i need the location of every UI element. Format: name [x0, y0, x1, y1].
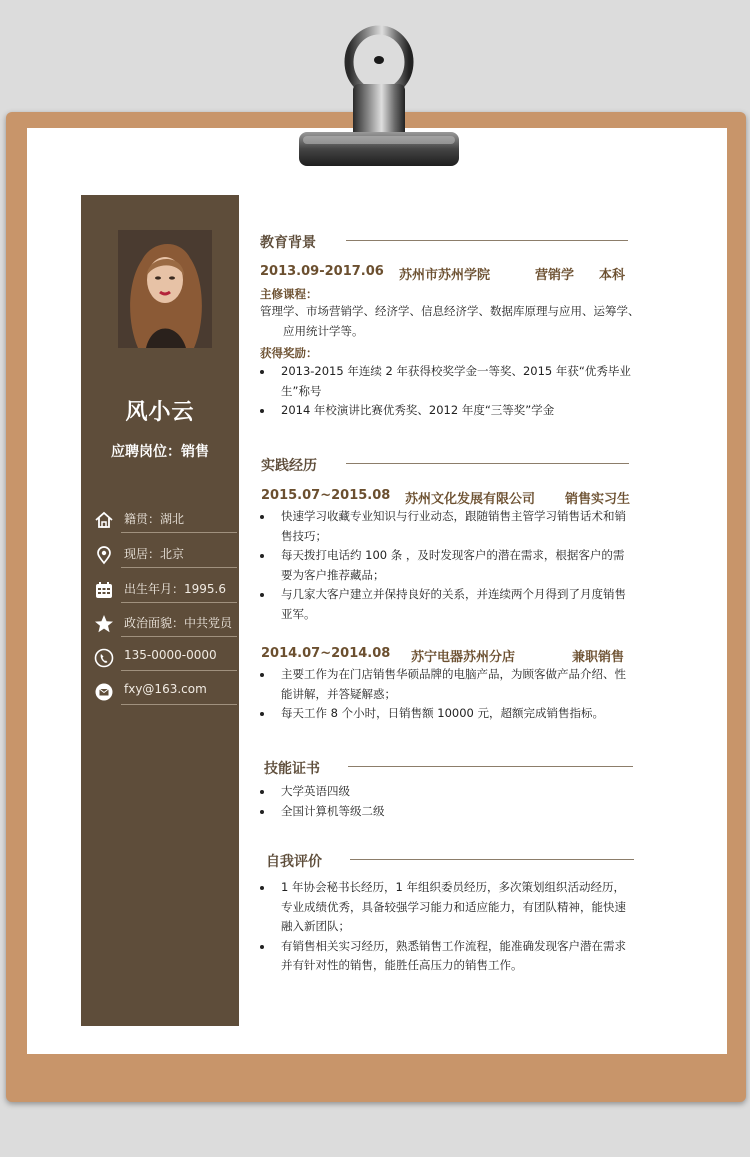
info-text: fxy@163.com: [124, 682, 207, 696]
divider: [121, 636, 237, 637]
job-2-list: [259, 665, 634, 724]
profile-photo: [118, 230, 212, 348]
job-2-company: 苏宁电器苏州分店: [411, 650, 516, 665]
job-2-role: 兼职销售: [572, 650, 625, 665]
list-item: 快速学习收藏专业知识与行业动态，跟随销售主管学习销售话术和销售技巧；: [259, 507, 634, 546]
awards-list: [259, 362, 644, 421]
job-target: 应聘岗位：销售: [111, 444, 209, 460]
list-item: 与几家大客户建立并保持良好的关系，并连续两个月得到了月度销售亚军。: [259, 585, 634, 624]
profile-sidebar: [81, 195, 239, 1026]
section-title-self: 自我评价: [266, 854, 322, 870]
phone-icon: [93, 647, 115, 669]
candidate-name: 风小云: [125, 400, 195, 425]
location-icon: [93, 544, 115, 566]
courses-line-1: 管理学、市场营销学、经济学、信息经济学、数据库原理与应用、运筹学、: [260, 304, 640, 318]
home-icon: [93, 509, 115, 531]
edu-school: 苏州市苏州学院: [399, 268, 491, 283]
divider: [121, 704, 237, 705]
info-phone: [93, 643, 235, 673]
list-item: 主要工作为在门店销售华硕品牌的电脑产品，为顾客做产品介绍、性能讲解，并答疑解惑；: [259, 665, 634, 704]
job-1-period: 2015.07~2015.08: [261, 488, 391, 503]
info-text: 籍贯：湖北: [124, 512, 185, 526]
divider: [346, 463, 629, 464]
edu-major: 营销学: [535, 268, 575, 283]
info-text: 135-0000-0000: [124, 648, 217, 662]
job-1-list: [259, 507, 634, 624]
job-1-company: 苏州文化发展有限公司: [405, 492, 536, 507]
courses-label: 主修课程：: [260, 287, 318, 301]
list-item: 2014 年校演讲比赛优秀奖、2012 年度“三等奖”学金: [259, 401, 644, 421]
portrait-image: [118, 230, 212, 348]
info-text: 现居：北京: [124, 547, 185, 561]
list-item: 有销售相关实习经历，熟悉销售工作流程，能准确发现客户潜在需求并有针对性的销售，能胜任高压力的销售工作。: [259, 937, 634, 976]
divider: [121, 532, 237, 533]
info-political: [93, 609, 235, 639]
info-residence: [93, 540, 235, 570]
list-item: 大学英语四级: [259, 782, 634, 802]
divider: [346, 240, 628, 241]
job-2-period: 2014.07~2014.08: [261, 646, 391, 661]
divider: [121, 567, 237, 568]
calendar-icon: [93, 579, 115, 601]
divider: [121, 602, 237, 603]
star-icon: [93, 613, 115, 635]
edu-period: 2013.09-2017.06: [260, 264, 384, 279]
binder-clip-icon: [297, 24, 461, 172]
skills-list: [259, 782, 634, 821]
divider: [121, 670, 237, 671]
courses-line-2: 应用统计学等。: [283, 324, 364, 338]
info-birth: [93, 575, 235, 605]
job-1-role: 销售实习生: [565, 492, 631, 507]
edu-degree: 本科: [599, 268, 626, 283]
divider: [350, 859, 634, 860]
list-item: 每天拨打电话约 100 条 ，及时发现客户的潜在需求，根据客户的需要为客户推荐藏品；: [259, 546, 634, 585]
section-title-experience: 实践经历: [261, 458, 317, 474]
list-item: 2013-2015 年连续 2 年获得校奖学金一等奖、2015 年获“优秀毕业生”称号: [259, 362, 644, 401]
info-email: [93, 677, 235, 707]
divider: [348, 766, 633, 767]
self-list: [259, 878, 634, 976]
list-item: 每天工作 8 个小时，日销售额 10000 元，超额完成销售指标。: [259, 704, 634, 724]
list-item: 全国计算机等级二级: [259, 802, 634, 822]
info-text: 政治面貌：中共党员: [124, 616, 233, 630]
section-title-skills: 技能证书: [264, 761, 320, 777]
info-hometown: [93, 505, 235, 535]
section-title-education: 教育背景: [260, 235, 316, 251]
awards-label: 获得奖励：: [260, 346, 318, 360]
info-text: 出生年月：1995.6: [124, 582, 226, 596]
list-item: 1 年协会秘书长经历，1 年组织委员经历，多次策划组织活动经历，专业成绩优秀，具备较强学习能力和适应能力，有团队精神，能快速融入新团队；: [259, 878, 634, 937]
email-icon: [93, 681, 115, 703]
